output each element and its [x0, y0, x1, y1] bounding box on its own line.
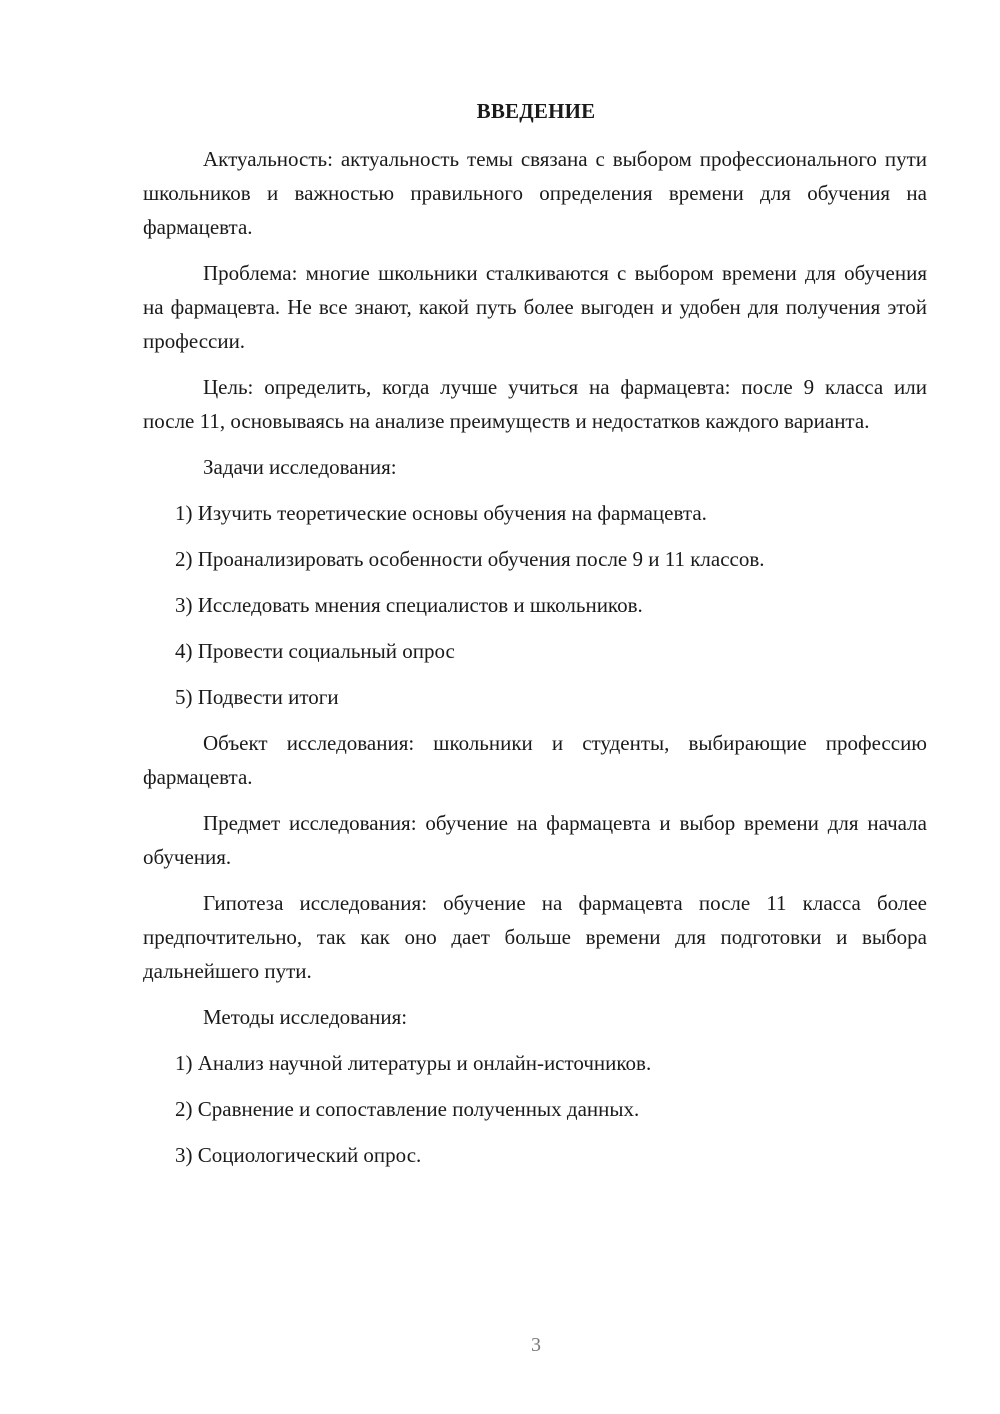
tasks-heading: Задачи исследования:: [203, 455, 397, 479]
list-item: 2) Проанализировать особенности обучения после 9 и 11 классов.: [175, 547, 765, 571]
goal-paragraph: Цель: определить, когда лучше учиться на фармацевта: после 9 класса или после 11, основываясь на анализе преимуществ и недостатков каждого варианта.: [143, 375, 927, 433]
list-item: 2) Сравнение и сопоставление полученных данных.: [175, 1097, 640, 1121]
subject-paragraph: Предмет исследования: обучение на фармацевта и выбор времени для начала обучения.: [143, 811, 927, 869]
object-paragraph: Объект исследования: школьники и студенты, выбирающие профессию фармацевта.: [143, 731, 927, 789]
list-item: 1) Изучить теоретические основы обучения на фармацевта.: [175, 501, 707, 525]
page-number: 3: [531, 1334, 541, 1356]
document-body: [143, 142, 927, 1184]
list-item: 1) Анализ научной литературы и онлайн-источников.: [175, 1051, 652, 1075]
list-item: 3) Исследовать мнения специалистов и школьников.: [175, 593, 643, 617]
methods-list: [143, 1046, 927, 1172]
list-item: 3) Социологический опрос.: [175, 1143, 422, 1167]
tasks-list: [143, 496, 927, 714]
relevance-paragraph: Актуальность: актуальность темы связана с выбором профессионального пути школьников и важностью правильного определения времени для обучения на фармацевта.: [143, 147, 927, 239]
section-title: ВВЕДЕНИЕ: [476, 99, 596, 123]
list-item: 4) Провести социальный опрос: [175, 639, 455, 663]
list-item: 5) Подвести итоги: [175, 685, 339, 709]
methods-heading: Методы исследования:: [203, 1005, 408, 1029]
hypothesis-paragraph: Гипотеза исследования: обучение на фармацевта после 11 класса более предпочтительно, так как оно дает больше времени для подготовки и выбора дальнейшего пути.: [143, 891, 927, 983]
problem-paragraph: Проблема: многие школьники сталкиваются с выбором времени для обучения на фармацевта. Не все знают, какой путь более выгоден и удобен для получения этой профессии.: [143, 261, 927, 353]
